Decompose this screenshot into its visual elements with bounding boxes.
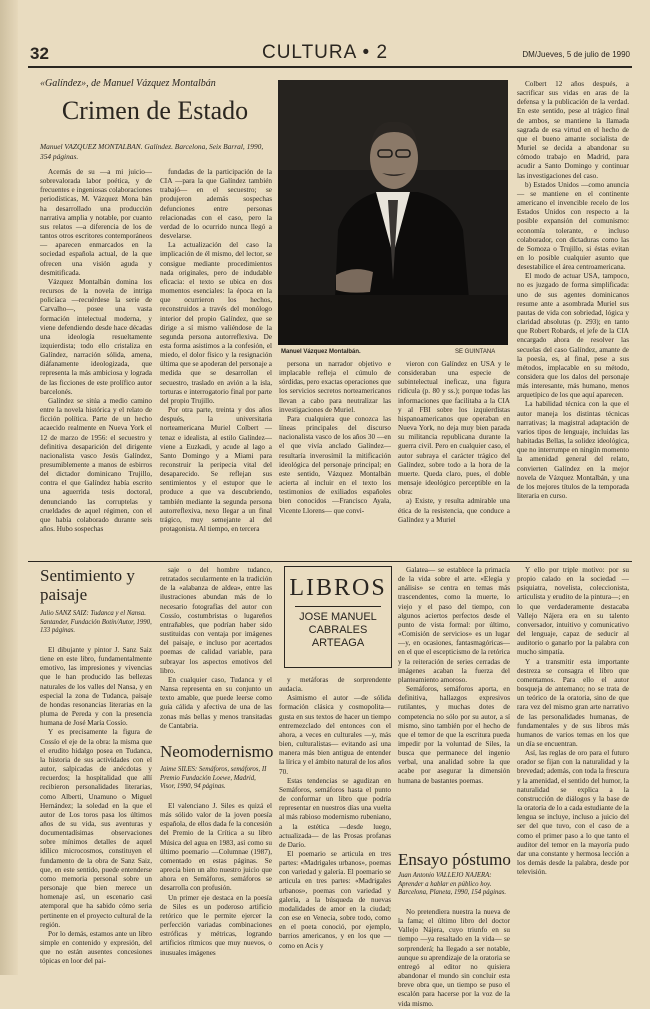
review-column-2 (160, 168, 272, 558)
review-column-4 (398, 360, 510, 558)
libros-box (284, 566, 392, 668)
paragraph: b) Estados Unidos —como anuncia— se mantiene en el continente americano el invencible recelo de los Estados Unidos con respecto a la posible expansión del comunismo: economía tolerante, e incluso colaborador, con dictaduras como las de Somoza o Trujillo, si éstas evitan en lo posible cualquier asunto que desestabilice el área centroamericana. (517, 180, 629, 272)
sentimiento-credit: Julio SANZ SAIZ: Tudanca y el Nansa. Santander, Fundación Botín/Autor, 1990, 133 páginas. (40, 610, 152, 635)
author-portrait-illustration (278, 80, 508, 345)
section-title: CULTURA • 2 (261, 42, 389, 63)
author-photo (278, 80, 508, 345)
ensayo-credit: Juan Antonio VALLEJO NAJERA: Aprender a hablar en público hoy. Barcelona, Planeta, 1990, 154 páginas. (398, 872, 507, 897)
libros-rule (295, 606, 381, 607)
paragraph: Un primer eje destaca en la poesía de Siles es un poderoso artificio retórico que le permite ejercer la perfección variadas combinaciones estróficas y métricas, logrando artificios rítmicos que muy nuevos, o inusuales imágenes (160, 893, 272, 957)
neomodernismo-title: Neomodernismo (160, 742, 274, 761)
ensayo-title: Ensayo póstumo (398, 850, 511, 869)
review-kicker: «Galíndez», de Manuel Vázquez Montalbán (40, 78, 216, 89)
ensayo-column-2 (517, 566, 629, 964)
paragraph: Colbert 12 años después, a sacrificar sus vidas en aras de la defensa y la publicación de la verdad. En este sentido, pese al trágico final de ambos, se mantiene la llamada sagrada de esa virtud en el hecho de que el bueno amante socialista de Muriel se decida a abandonar su cómodo trabajo en Madrid, para acudir a Santo Domingo y continuar las investigaciones del caso. (517, 80, 629, 180)
paragraph: No pretendiera nuestra la nueva de la fama; el último libro del doctor Vallejo Nájera, cuyo triunfo en su tiempo —ya resaltado en la vida— se sorprenderá; ha llegado a ser notable, aunque su aprendizaje de la oratoria se entregó al editor no quisiera abandonar el mundo sin concluir esta breve obra que, un tiempo se puso el escalón para hacerse por la voz de la vida mismo. (398, 908, 510, 1008)
paragraph: persona un narrador objetivo e implacable refleja el cúmulo de sórdidas, pero exactas operaciones que los servicios secretos norteamericanos llevan a cabo para neutralizar las investigaciones de Muriel. (279, 360, 391, 414)
libros-author: JOSE MANUEL CABRALES ARTEAGA (299, 611, 377, 649)
sentimiento-column-2 (160, 566, 272, 734)
paragraph: Semáforos, semáforos aporta, en definitiva, hallazgos expresivos rutilantes, y muchas dotes de competencia no sólo por su autor, a sí mismo, sino también por el hecho de que el temor de que la escritura pueda impedir por la voluntad de Siles, la busca que permanece del ingenio verbal, una analidad sobre la que acabe por asegurar la dimensión humana de bastantes poemas. (398, 685, 510, 785)
middle-column-2 (398, 566, 510, 846)
page-number: 32 (30, 44, 49, 63)
review-title: Crimen de Estado (61, 96, 249, 125)
issue-date: DM/Jueves, 5 de julio de 1990 (522, 50, 630, 59)
paragraph: Galíndez se sitúa a medio camino entre la novela histórica y el relato de ficción política. Parte de un hecho acaecido realmente en Nueva York el 12 de marzo de 1956: el secuestro y definitiva desaparición del dirigente nacionalista vasco Jesús Galíndez, presumiblemente a manos de esbirros del dictador dominicano Trujillo, contra el que Galíndez había escrito una aguerrida tesis doctoral, denunciando las corruptelas y crueldades de aquel régimen, con el que había colaborado durante seis años. Hubo sospechas (40, 396, 152, 534)
paragraph: Asimismo el autor —de sólida formación clásica y cosmopolita— gusta en sus textos de hacer un tiempo entremezclado del entonces con el ahora, a veces en culturales —y, más bien, culturalistas— evitando así una manera más bien antigua de entender la lírica y el ámbito natural de los años 70. (279, 694, 391, 776)
paragraph: La actualización del caso la implicación de él mismo, del lector, se consigue mediante procedimientos nada originales, pero de indudable eficacia: el texto se ubica en dos momentos esenciales: la época en la que ocurrieron los hechos, reconstruidos a través del monólogo interior del propio Galíndez, que se dirige a sí mismo valiéndose de la segunda persona autorreflexiva. De esta forma asistimos a la confesión, el miedo, el dolor físico y la resignación última que se apoderan del personaje a medida que se desarrollan el secuestro, traslado en avión a la isla, torturas e interrogatorio final por parte del propio Trujillo. (160, 241, 272, 405)
sentimiento-title: Sentimiento y paisaje (40, 566, 135, 604)
photo-credit: SE GUINTANA (455, 349, 496, 355)
paragraph: Y a transmitir esta importante destreza se consagra el libro que comentamos. Para ello el autor bosqueja de antemano; no se trata de un teórico de la oratoria, sino de que rara vez del mismo gran arte narrativo de las personalidades humanas, de fundamentales y de sus libros más humanos de varios temas en los que un día se encuentran. (517, 657, 629, 748)
review-column-1 (40, 168, 152, 558)
section-divider (28, 561, 632, 562)
header-rule (28, 66, 632, 68)
sentimiento-column-1 (40, 646, 152, 964)
neomodernismo-credit: Jaime SILES: Semáforos, semáforos, II Premio Fundación Loewe, Madrid, Visor, 1990, 94 páginas. (160, 766, 267, 791)
middle-column-1 (279, 676, 391, 964)
paragraph: fundadas de la participación de la CIA —para la que Galíndez también trabajó— en el secuestro; se produjeron además sospechas defunciones entre personas relacionadas con el caso, pero la verdad de lo ocurrido nunca llegó a desvelarse. (160, 168, 272, 241)
page-fold (0, 0, 18, 975)
paragraph: Para cualquiera que conozca las líneas principales del discurso nacionalista vasco de los años 30 —en el que vivía anclado Galíndez— resultaría inverosímil la mitificación ideológica del personaje principal; en este sentido, Vázquez Montalbán acierta al incluir en el texto los testimonios de exiliados españoles bien conocidos —Francisco Ayala, Vicente Llorens— que convi- (279, 414, 391, 515)
paragraph: a) Existe, y resulta admirable una ética de la resistencia, que conduce a Galíndez y a Muriel (398, 497, 510, 524)
paragraph: La habilidad técnica con la que el autor maneja los distintas técnicas narrativas; la magistral adaptación de varios tipos de lenguaje, incluidas las habitadas Bellas, la solidez ideológica, que no interrumpe en ningún momento la amenidad general del relato, convierten Galíndez en la mejor novela de Vázquez Montalbán, y una de los mejores títulos de la temporada literaria en curso. (517, 400, 629, 501)
paragraph: Así, las reglas de oro para el futuro orador se fijan con la naturalidad y la brevedad; además, con toda la frescura y la amenidad, el sentido del humor, la naturalidad se explica a la construcción de diálogos y la base de la oratoria de lo a cada estudiante de la lengua se incluye, incluso a juicio del ser del que tuvo, con el caso de a como el primer paso a lo que tanto el auditor del temor en la mayoría pudo dar una constante y hermosa lección a los demás desde la palabra, desde por televisión. (517, 749, 629, 877)
paragraph: Y ello por triple motivo: por su propio calado en la sociedad —psiquiatra, novelista, coleccionista, articulista y erudito de la pintura—; en lo que verdaderamente destacaba Vallejo Nájera era en su talento conversador, intuitivo y comunicativo del lenguaje, capaz de seducir al auditorio o ganarlo por la palabra con mucho simpatía. (517, 566, 629, 657)
paragraph: Vázquez Montalbán domina los recursos de la novela de intriga policíaca —recuérdese la serie de Carvalho—, posee una vasta formación intelectual moderna, y viene defendiendo desde hace décadas una ideología resueltamente izquierdista; todo ello cristaliza en Galíndez, narración sólida, amena, diáfanamente ideologizada, que representa la más ambiciosa y lograda de las ficciones de este prolífico autor barcelonés. (40, 277, 152, 396)
paragraph: Por lo demás, estamos ante un libro simple en contenido y expresión, del que no están ausentes concesiones tópicas en loor del pai- (40, 929, 152, 966)
paragraph: vieron con Galíndez en USA y le consideraban una especie de subintelectual ineficaz, una figura ridícula (p. 80 y ss.); porque todas las informaciones que facilitaba a la CIA y al FBI sobre los izquierdistas hispanoamericanos que operaban en Nueva York, no deja muy bien parada su militancia republicana durante la guerra civil. Pero en cualquier caso, el autor subraya el carácter trágico del Galíndez, sobre todo a la hora de la muerte. Queda claro, pues, el doble mensaje ideológico perceptible en la obra: (398, 360, 510, 497)
paragraph: En cualquier caso, Tudanca y el Nansa representa en su conjunto un texto amable, que puede leerse como guía cálida y afectiva de una de las zonas más bellas y menos transitadas de Cantabria. (160, 675, 272, 730)
review-credit: Manuel VAZQUEZ MONTALBAN. Galíndez. Barcelona, Seix Barral, 1990, 354 páginas. (40, 142, 264, 161)
ensayo-column-1 (398, 908, 510, 1008)
review-column-3 (279, 360, 391, 558)
paragraph: Por otra parte, treinta y dos años después, la universitaria norteamericana Muriel Colbert —tenaz e idealista, al estilo Galíndez— viene a Euzkadi, y acude al lago a Santo Domingo y a Miami para reconstruir la peripecia vital del desaparecido. Se reflejan sus sentimientos y el estupor que le produce a que va descubriendo, también mediante la segunda persona autorreflexiva, nexo llegar a un final trágico, muy semejante al del protagonista. Al tiempo, en tercera (160, 406, 272, 534)
paragraph: El dibujante y pintor J. Sanz Saiz tiene en este libro, fundamentalmente emotivo, las impresiones y vivencias que le han producido las bellezas naturales de los valles del Nansa, y en especial la zona de Tudanca, paisaje de hondas resonancias literarias en la pluma de Pereda y con la presencia humana de José María Cossío. (40, 646, 152, 728)
libros-label: LIBROS (289, 575, 387, 601)
paragraph: Y es precisamente la figura de Cossío el eje de la obra: la misma que el erudito hidalgo posea en Tudanca, la historia de sus actividades con el autor, salpicadas de anécdotas y recuerdos; la hospitalidad que allí recibieron personalidades literarias, como Alberti, Unamuno o Miguel Hernández; la soledad en la que el autor de Los toros pasa los últimos años de su vida, sus aventuras y documentadísimas observaciones sobre mínimos detalles de aquel idílico microcosmos, constituyen el fundamento de la obra de Sanz Saiz, que, en este sentido, puede entenderse como memoria personal sobre un personaje que bien merece un homenaje así, un escenario casi atemporal que ha sabido cómo seria pertinente en el proyecto cultural de la región. (40, 728, 152, 929)
paragraph: saje o del hombre tudanco, retratados secularmente en la tradición de la «alabanza de aldea», entre las ilustraciones abundan más de lo necesario fotografías del autor con Cossío, costumbristas o lugareños entrañables, que podrían haber sido sustituidas con ventaja por imágenes del paisaje, e incluso por acertados poemas de calidad variable, para subrayar los aspectos emotivos del libro. (160, 566, 272, 675)
paragraph: Galatea— se establece la primacía de la vida sobre el arte. «Elegía y análisis» se centra en temas más trascendentes, como la muerte, lo viejo y el paso del tiempo, con algunos aciertos perfectos desde el punto de vista formal: por último, «Comisión de servicios» es un lugar —y, en ocasiones, fantasmagóricas— en el que el escepticismo de la retórica y la reiteración de series cerradas de imágenes acaban la fuerza del planteamiento amoroso. (398, 566, 510, 684)
paragraph: El poemario se articula en tres partes: «Madrigales urbanos», poemas con variedad y galería. El poemario se articula en tres partes: «Madrigales urbanos», poemas con variedad y galería, a la búsqueda de nuevas modalidades de amor en la ciudad; con ese en Venecia, sobre todo, como en el poeta conoció, por ejemplo, barrios americanos, y en los que —como en Acis y (279, 849, 391, 950)
review-column-5 (517, 80, 629, 558)
photo-caption: Manuel Vázquez Montalbán. (281, 349, 361, 355)
paragraph: Estas tendencias se agudizan en Semáforos, semáforos hasta el punto de conformar un libro que podría representar en nuestros días una vuelta al más rabioso modernismo rubeniano, a la estética —desde luego, actualizada— de las Prosas profanas de Darío. (279, 776, 391, 849)
paragraph: El modo de actuar USA, tampoco, no es juzgado de forma simplificada: uno de sus agentes dominicanos resume ante a asombrada Muriel sus pautas de vida con sobriedad, lógica y claridad absolutas (p. 293); en tanto que Robert Robards, el jefe de la CIA encargado ahora de resolver las secuelas del caso Galíndez, amante de la poesía, es, al final, pese a sus métodos, implacable en su método, considera que los dalos del personaje más interesante, más humano, menos arquetípico de los que aquí aparecen. (517, 272, 629, 400)
neomodernismo-column-1 (160, 802, 272, 964)
paragraph: El valenciano J. Siles es quizá el más sólido valor de la joven poesía española, de ellos dada fe la concesión del Premio de la Crítica a su libro Música del agua en 1983, así como su último poemario —Columnae (1987), comentado en estas páginas. Se aprecia bien un alto nuestro juicio que ahora en Semáforos, semáforos se desarrolla con profusión. (160, 802, 272, 893)
paragraph: Acemás de su —a mi juicio— sobrevalorada labor poética, y de frecuentes e ingeniosas colaboraciones periodísticas, M. Vázquez Mona bán ha desarrollado una producción narrativa amplia y notable, por cuanto sus relatos —a diferencia de los de tantos otros escritores contemporáneos— aparecen enmarcados en la sociedad española actual, de la que ofrecen una visión aguda y desmitificada. (40, 168, 152, 277)
paragraph: y metáforas de sorprendente audacia. (279, 676, 391, 694)
